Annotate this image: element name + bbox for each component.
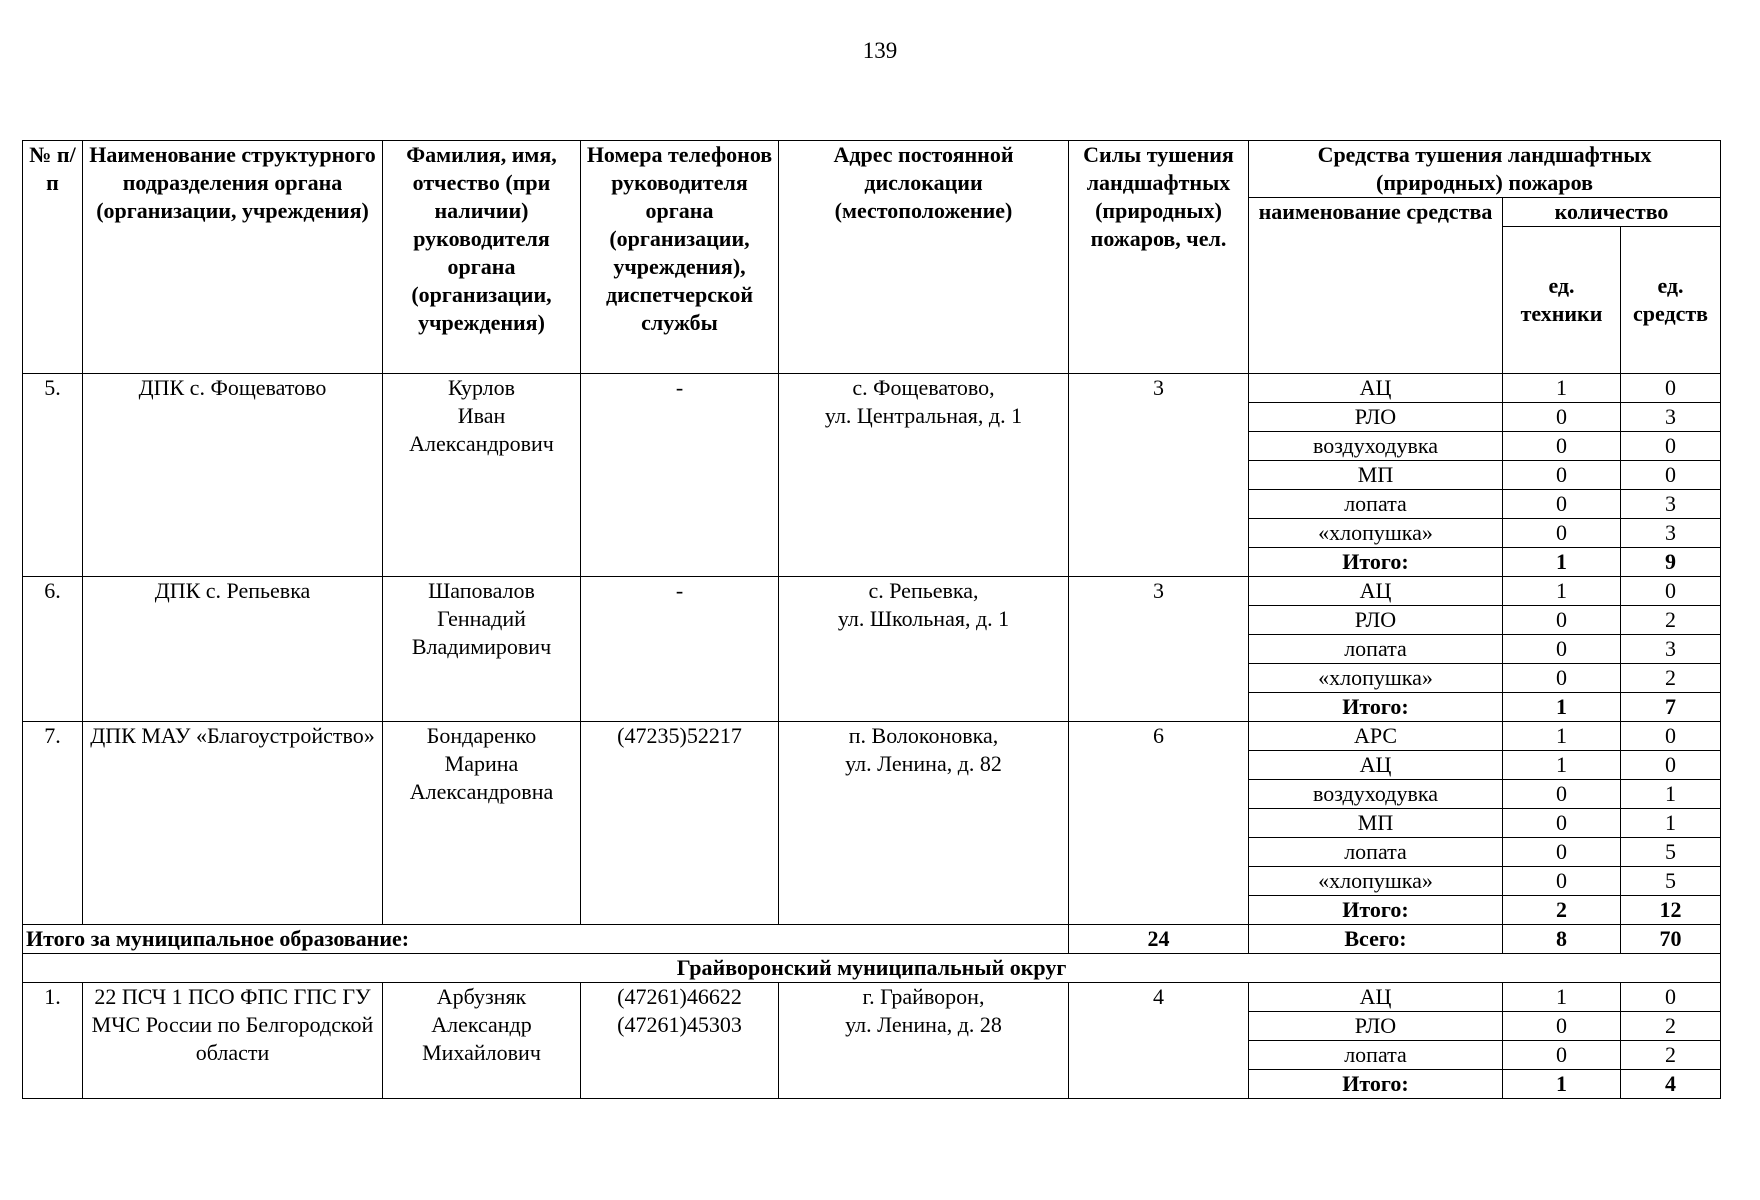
means-count: 2 (1621, 1012, 1721, 1041)
unit-forces: 3 (1069, 577, 1249, 722)
means-tech: 0 (1503, 635, 1621, 664)
cell-line: Иван (457, 403, 506, 428)
unit-head (383, 374, 581, 577)
means-name: АРС (1249, 722, 1503, 751)
means-name: АЦ (1249, 983, 1503, 1012)
means-count: 0 (1621, 751, 1721, 780)
header-units-tech: ед. техники (1503, 227, 1621, 374)
means-tech: 1 (1503, 374, 1621, 403)
means-count: 0 (1621, 983, 1721, 1012)
municipal-total-label: Итого за муниципальное образование: (23, 925, 1069, 954)
cell-line: ул. Ленина, д. 28 (845, 1012, 1002, 1037)
unit-number: 5. (23, 374, 83, 577)
means-count: 3 (1621, 403, 1721, 432)
means-count: 3 (1621, 635, 1721, 664)
unit-number: 7. (23, 722, 83, 925)
cell-line: Александр (431, 1012, 532, 1037)
cell-line: ул. Школьная, д. 1 (837, 606, 1010, 631)
means-count: 3 (1621, 519, 1721, 548)
unit-head (383, 577, 581, 722)
cell-line: (47261)45303 (617, 1012, 742, 1037)
means-name: лопата (1249, 635, 1503, 664)
means-count: 0 (1621, 432, 1721, 461)
cell-line: п. Волоконовка, (848, 723, 999, 748)
means-tech: 0 (1503, 809, 1621, 838)
unit-name: ДПК с. Репьевка (83, 577, 383, 722)
unit-phone (581, 374, 779, 577)
means-count: 9 (1621, 548, 1721, 577)
unit-address (779, 983, 1069, 1099)
means-count: 5 (1621, 867, 1721, 896)
cell-line: Александровна (409, 779, 554, 804)
table-row (23, 983, 1721, 1012)
header-head: Фамилия, имя, отчество (при наличии) руководителя органа (организации, учреждения) (383, 141, 581, 374)
means-name: АЦ (1249, 374, 1503, 403)
unit-phone (581, 983, 779, 1099)
means-tech: 0 (1503, 519, 1621, 548)
means-name: Итого: (1249, 1070, 1503, 1099)
means-name: «хлопушка» (1249, 519, 1503, 548)
cell-line: с. Фощеватово, (852, 375, 995, 400)
means-count: 12 (1621, 896, 1721, 925)
header-means: Средства тушения ландшафтных (природных) пожаров (1249, 141, 1721, 198)
table-row (23, 577, 1721, 606)
means-tech: 1 (1503, 751, 1621, 780)
means-tech: 0 (1503, 403, 1621, 432)
cell-line: ул. Ленина, д. 82 (845, 751, 1002, 776)
unit-address (779, 374, 1069, 577)
means-tech: 0 (1503, 664, 1621, 693)
municipal-total-forces: 24 (1069, 925, 1249, 954)
table-body-volokonovka (23, 374, 1721, 925)
unit-number: 6. (23, 577, 83, 722)
header-phones: Номера телефонов руководителя органа (организации, учреждения), диспетчерской службы (581, 141, 779, 374)
cell-line: ул. Центральная, д. 1 (824, 403, 1023, 428)
header-quantity: количество (1503, 198, 1721, 227)
means-count: 0 (1621, 577, 1721, 606)
means-count: 0 (1621, 374, 1721, 403)
means-count: 1 (1621, 780, 1721, 809)
cell-line: - (675, 578, 684, 603)
means-count: 2 (1621, 664, 1721, 693)
means-tech: 1 (1503, 548, 1621, 577)
fire-forces-table (22, 140, 1721, 1099)
cell-line: с. Репьевка, (868, 578, 979, 603)
means-count: 5 (1621, 838, 1721, 867)
cell-line: Шаповалов (428, 578, 535, 603)
means-count: 1 (1621, 809, 1721, 838)
means-name: РЛО (1249, 1012, 1503, 1041)
means-tech: 0 (1503, 867, 1621, 896)
unit-forces: 4 (1069, 983, 1249, 1099)
cell-line: Михайлович (422, 1040, 541, 1065)
municipal-total-tech: 8 (1503, 925, 1621, 954)
header-forces: Силы тушения ландшафтных (природных) пожаров, чел. (1069, 141, 1249, 374)
cell-line: Владимирович (411, 634, 552, 659)
means-tech: 1 (1503, 577, 1621, 606)
cell-line: Александрович (409, 431, 554, 456)
page-number: 139 (862, 38, 898, 63)
header-address: Адрес постоянной дислокации (местоположение) (779, 141, 1069, 374)
means-tech: 0 (1503, 780, 1621, 809)
unit-phone (581, 577, 779, 722)
header-means-name: наименование средства (1249, 198, 1503, 374)
cell-line: Арбузняк (436, 984, 527, 1009)
unit-forces: 6 (1069, 722, 1249, 925)
means-name: лопата (1249, 1041, 1503, 1070)
means-name: Итого: (1249, 548, 1503, 577)
table-body-grayvoron (23, 983, 1721, 1099)
means-name: МП (1249, 461, 1503, 490)
cell-line: Бондаренко (426, 723, 537, 748)
means-name: МП (1249, 809, 1503, 838)
header-num: № п/п (23, 141, 83, 374)
means-tech: 2 (1503, 896, 1621, 925)
cell-line: г. Грайворон, (862, 984, 985, 1009)
unit-address (779, 722, 1069, 925)
means-count: 7 (1621, 693, 1721, 722)
means-tech: 0 (1503, 461, 1621, 490)
means-tech: 0 (1503, 490, 1621, 519)
municipal-total-row (23, 925, 1721, 954)
means-name: АЦ (1249, 577, 1503, 606)
table-row (23, 374, 1721, 403)
unit-name: 22 ПСЧ 1 ПСО ФПС ГПС ГУ МЧС России по Белгородской области (83, 983, 383, 1099)
cell-line: Курлов (447, 375, 516, 400)
means-name: лопата (1249, 838, 1503, 867)
means-tech: 0 (1503, 1041, 1621, 1070)
means-count: 2 (1621, 606, 1721, 635)
cell-line: (47235)52217 (617, 723, 742, 748)
header-unit: Наименование структурного подразделения органа (организации, учреждения) (83, 141, 383, 374)
header-units-means: ед. средств (1621, 227, 1721, 374)
unit-forces: 3 (1069, 374, 1249, 577)
means-tech: 0 (1503, 606, 1621, 635)
means-name: РЛО (1249, 403, 1503, 432)
means-name: лопата (1249, 490, 1503, 519)
unit-address (779, 577, 1069, 722)
means-tech: 1 (1503, 722, 1621, 751)
unit-name: ДПК МАУ «Благоустройство» (83, 722, 383, 925)
means-name: Итого: (1249, 896, 1503, 925)
means-name: воздуходувка (1249, 432, 1503, 461)
means-name: «хлопушка» (1249, 867, 1503, 896)
unit-number: 1. (23, 983, 83, 1099)
means-name: воздуходувка (1249, 780, 1503, 809)
means-name: Итого: (1249, 693, 1503, 722)
unit-phone (581, 722, 779, 925)
means-tech: 1 (1503, 693, 1621, 722)
unit-head (383, 722, 581, 925)
means-tech: 0 (1503, 838, 1621, 867)
municipal-total-name: Всего: (1249, 925, 1503, 954)
table-row (23, 722, 1721, 751)
section-row (23, 954, 1721, 983)
means-count: 3 (1621, 490, 1721, 519)
means-tech: 1 (1503, 983, 1621, 1012)
section-title: Грайворонский муниципальный округ (23, 954, 1721, 983)
means-count: 2 (1621, 1041, 1721, 1070)
cell-line: Марина (444, 751, 519, 776)
cell-line: (47261)46622 (617, 984, 742, 1009)
table-body-total (23, 925, 1721, 983)
cell-line: Геннадий (437, 606, 526, 631)
means-count: 4 (1621, 1070, 1721, 1099)
means-count: 0 (1621, 722, 1721, 751)
means-name: «хлопушка» (1249, 664, 1503, 693)
means-count: 0 (1621, 461, 1721, 490)
municipal-total-means: 70 (1621, 925, 1721, 954)
means-name: АЦ (1249, 751, 1503, 780)
means-tech: 0 (1503, 432, 1621, 461)
means-tech: 1 (1503, 1070, 1621, 1099)
cell-line: - (675, 375, 684, 400)
unit-name: ДПК с. Фощеватово (83, 374, 383, 577)
means-name: РЛО (1249, 606, 1503, 635)
means-tech: 0 (1503, 1012, 1621, 1041)
unit-head (383, 983, 581, 1099)
